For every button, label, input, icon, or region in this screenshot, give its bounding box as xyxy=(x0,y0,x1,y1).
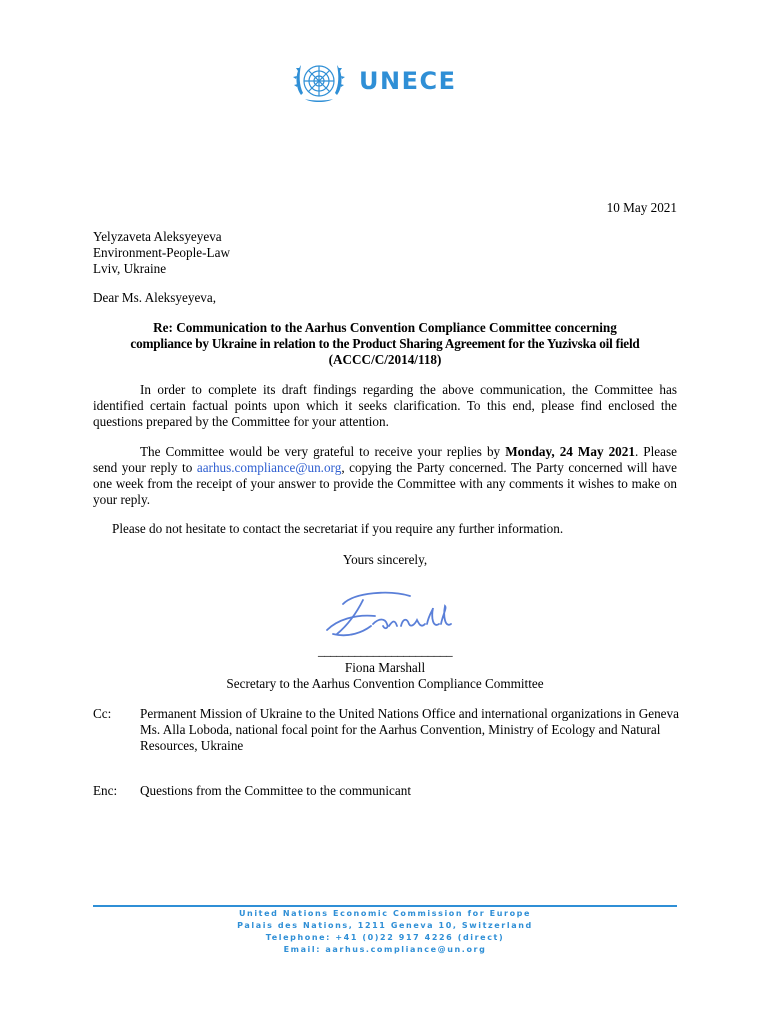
footer-divider xyxy=(93,905,677,907)
footer-line: Palais des Nations, 1211 Geneva 10, Switzerland xyxy=(237,921,533,930)
subject-line: compliance by Ukraine in relation to the Product Sharing Agreement for the Yuzivska oil field xyxy=(130,336,640,351)
signature-line: ______________________ xyxy=(317,643,453,658)
body-paragraph-3: Please do not hesitate to contact the secretariat if you require any further information. xyxy=(112,521,564,536)
cc-recipient: Permanent Mission of Ukraine to the United Nations Office and international organizations in Geneva xyxy=(140,706,679,721)
signer-name: Fiona Marshall xyxy=(344,660,426,675)
paragraph-text: The Committee would be very grateful to receive your replies by xyxy=(140,444,506,459)
cc-recipient: Ms. Alla Loboda, national focal point for the Aarhus Convention, Ministry of Ecology and Natural Resources, Ukraine xyxy=(140,722,661,753)
paragraph-text: In order to complete its draft findings regarding the above communication, the Committee has identified certain factual points upon which it seeks clarification. To this end, please find enclosed the questions prepared by the Committee for your attention. xyxy=(93,382,677,429)
footer-line: Telephone: +41 (0)22 917 4226 (direct) xyxy=(265,933,505,942)
subject-line: Re: Communication to the Aarhus Convention Compliance Committee concerning xyxy=(153,320,617,335)
recipient-organization: Environment-People-Law xyxy=(93,245,230,260)
paragraph-text: . Please send your reply to xyxy=(93,444,677,475)
closing: Yours sincerely, xyxy=(342,552,428,567)
body-paragraph-2 xyxy=(93,444,677,508)
paragraph-text: , copying the Party concerned. The Party concerned will have one week from the receipt of your answer to provide the Committee with any comments it wishes to make on your reply. xyxy=(93,460,678,507)
un-emblem-icon xyxy=(291,57,347,111)
unece-wordmark: UNECE xyxy=(359,67,457,95)
subject-line: (ACCC/C/2014/118) xyxy=(328,352,442,367)
letter-date: 10 May 2021 xyxy=(606,200,677,215)
unece-logo xyxy=(291,53,491,115)
recipient-name: Yelyzaveta Aleksyeyeva xyxy=(93,229,222,244)
handwritten-signature xyxy=(315,584,460,644)
salutation: Dear Ms. Aleksyeyeva, xyxy=(93,290,217,305)
enclosure-text: Questions from the Committee to the communicant xyxy=(140,783,412,798)
recipient-address xyxy=(93,229,230,277)
recipient-location: Lviv, Ukraine xyxy=(93,261,167,276)
email-link[interactable]: aarhus.compliance@un.org xyxy=(196,460,342,475)
footer-line: Email: aarhus.compliance@un.org xyxy=(283,945,487,954)
enclosure-label: Enc: xyxy=(93,783,118,798)
reply-deadline: Monday, 24 May 2021 xyxy=(505,444,635,459)
subject-heading xyxy=(93,320,677,368)
footer-contact xyxy=(93,908,677,956)
body-paragraph-1 xyxy=(93,382,677,430)
signer-title: Secretary to the Aarhus Convention Compliance Committee xyxy=(226,676,544,691)
cc-label: Cc: xyxy=(93,706,112,721)
footer-line: United Nations Economic Commission for Europe xyxy=(238,909,532,918)
cc-recipients xyxy=(140,706,690,754)
